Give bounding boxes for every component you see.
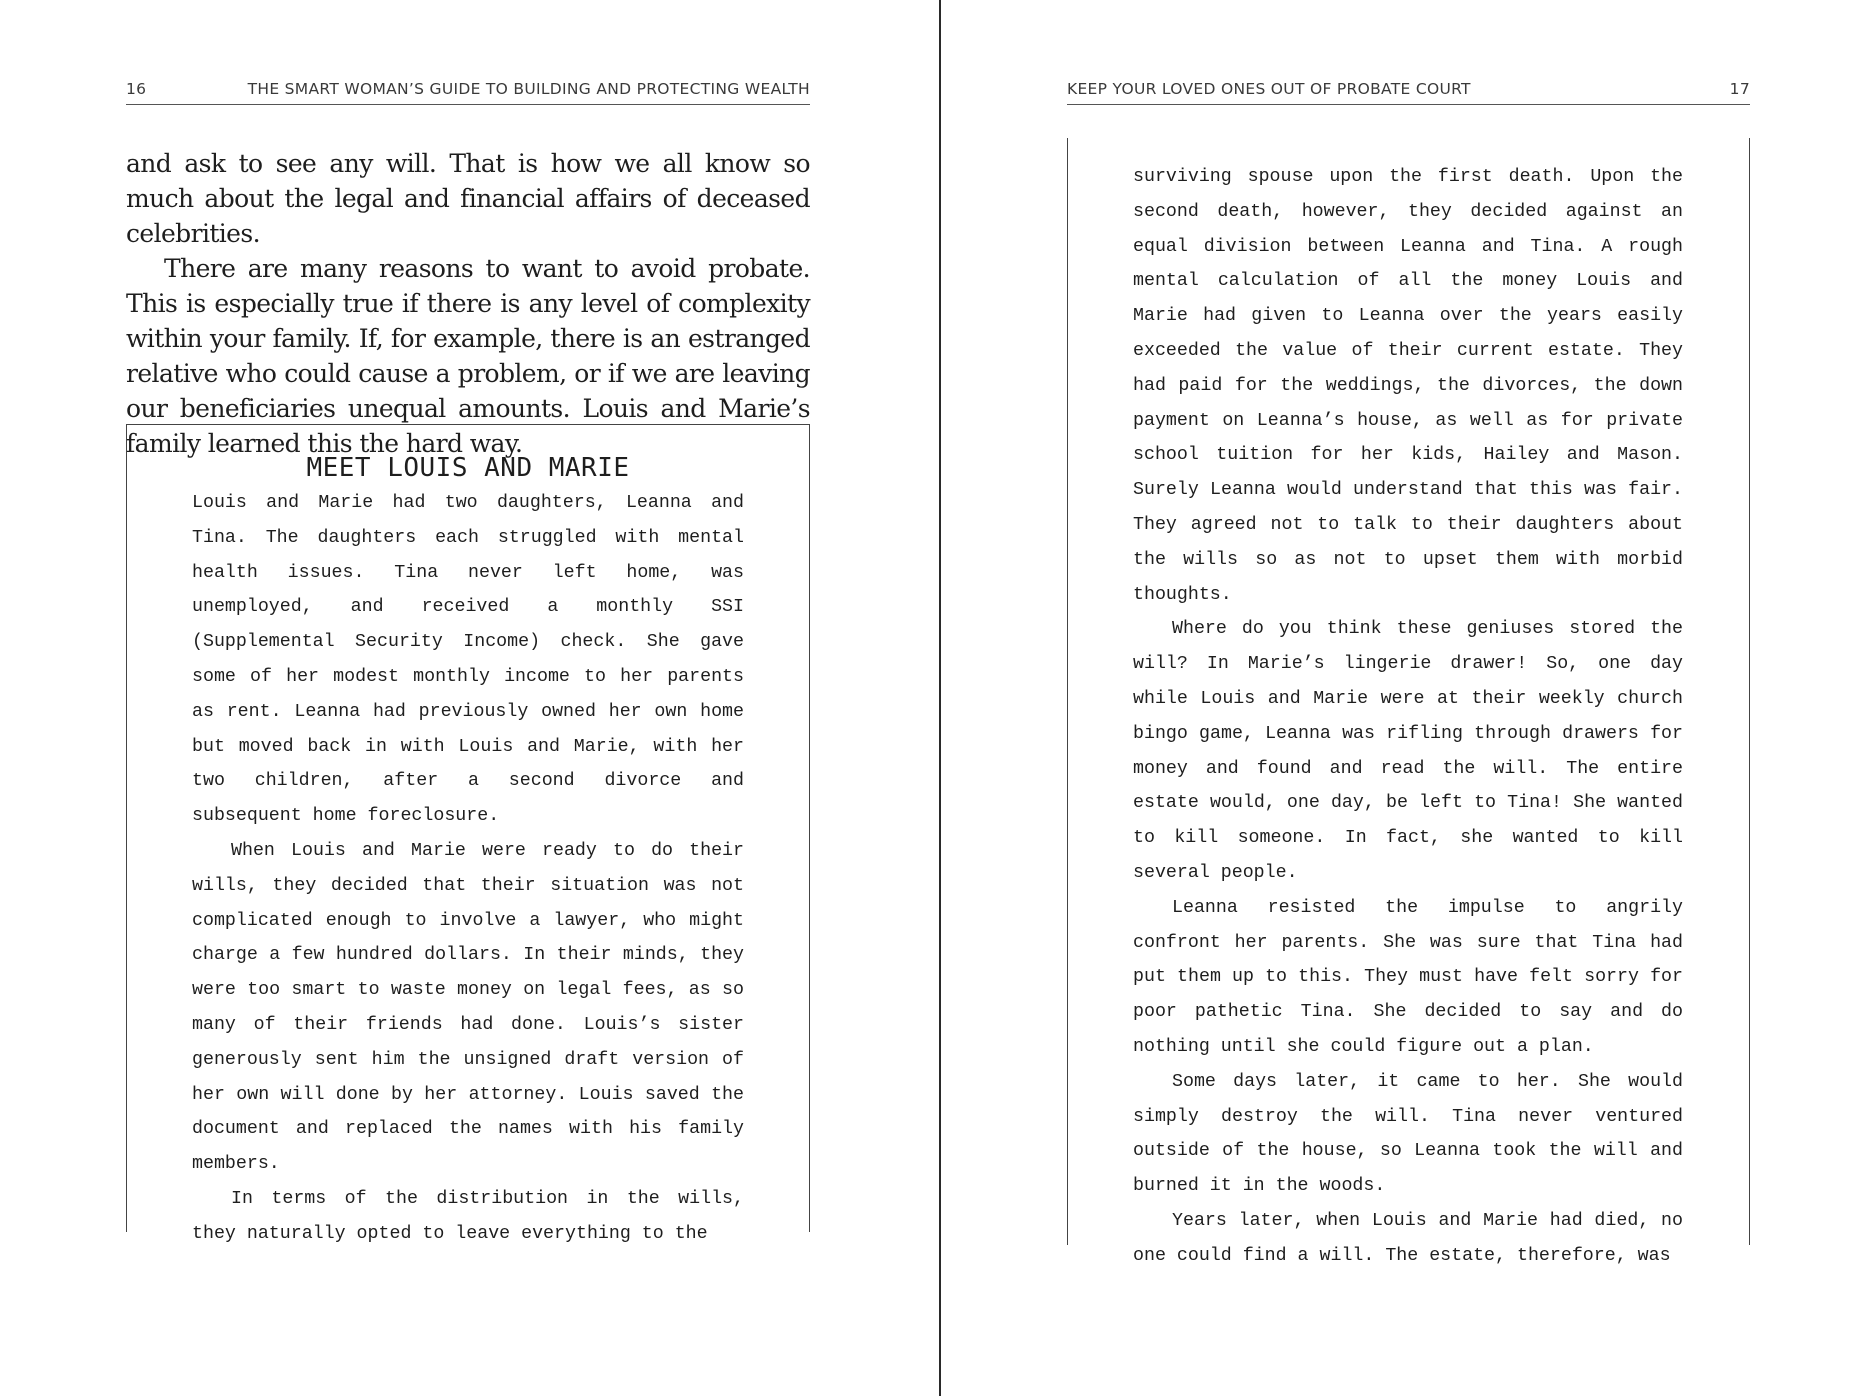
- right-page-number: 17: [1729, 80, 1750, 98]
- left-body-text: [126, 146, 810, 461]
- sidebar-paragraph: Leanna resisted the impulse to angrily confront her parents. She was sure that Tina had put them up to this. They must have felt sorry for poor pathetic Tina. She decided to say and do nothing until she could figure out a plan.: [1133, 897, 1683, 1057]
- sidebar-paragraph: Louis and Marie had two daughters, Leanna and Tina. The daughters each struggled with mental health issues. Tina never left home, was unemployed, and received a monthly SSI (Supplemental Security Income) check. She gave some of her modest monthly income to her parents as rent. Leanna had previously owned her own home but moved back in with Louis and Marie, with her two children, after a second divorce and subsequent home foreclosure.: [192, 493, 744, 827]
- sidebar-box: [126, 424, 810, 1244]
- sidebar-paragraph: When Louis and Marie were ready to do their wills, they decided that their situation was not complicated enough to involve a lawyer, who might charge a few hundred dollars. In their minds, they were too smart to waste money on legal fees, as so many of their friends had done. Louis’s sister generously sent him the unsigned draft version of her own will done by her attorney. Louis saved the document and replaced the names with his family members.: [192, 840, 744, 1175]
- left-running-head: THE SMART WOMAN’S GUIDE TO BUILDING AND PROTECTING WEALTH: [247, 80, 810, 98]
- right-running-head: KEEP YOUR LOVED ONES OUT OF PROBATE COURT: [1067, 80, 1471, 98]
- right-page-header: [1067, 74, 1750, 105]
- left-page-header: [126, 74, 810, 105]
- sidebar-text: [192, 486, 744, 1252]
- sidebar-paragraph: Years later, when Louis and Marie had died, no one could find a will. The estate, therefore, was: [1133, 1210, 1683, 1266]
- sidebar-paragraph: surviving spouse upon the first death. Upon the second death, however, they decided against an equal division between Leanna and Tina. A rough mental calculation of all the money Louis and Marie had given to Leanna over the years easily exceeded the value of their current estate. They had paid for the weddings, the divorces, the down payment on Leanna’s house, as well as for private school tuition for her kids, Hailey and Mason. Surely Leanna would understand that this was fair. They agreed not to talk to their daughters about the wills so as not to upset them with morbid thoughts.: [1133, 167, 1683, 605]
- book-spine: [939, 0, 941, 1396]
- sidebar-paragraph: In terms of the distribution in the wills, they naturally opted to leave everything to the: [192, 1188, 744, 1244]
- body-paragraph: and ask to see any will. That is how we all know so much about the legal and financial affairs of deceased celebrities.: [126, 149, 810, 248]
- left-page-number: 16: [126, 80, 147, 98]
- sidebar-paragraph: Some days later, it came to her. She would simply destroy the will. Tina never ventured outside of the house, so Leanna took the will and burned it in the woods.: [1133, 1071, 1683, 1197]
- sidebar-text: [1133, 160, 1683, 1274]
- body-paragraph: There are many reasons to want to avoid probate. This is especially true if there is any level of complexity within your family. If, for example, there is an estranged relative who could cause a problem, or if we are leaving our beneficiaries unequal amounts. Louis and Marie’s family learned this the hard way.: [126, 254, 810, 458]
- sidebar-title: MEET LOUIS AND MARIE: [306, 453, 630, 483]
- sidebar-paragraph: Where do you think these geniuses stored the will? In Marie’s lingerie drawer! So, one day while Louis and Marie were at their weekly church bingo game, Leanna was rifling through drawers for money and found and read the will. The entire estate would, one day, be left to Tina! She wanted to kill someone. In fact, she wanted to kill several people.: [1133, 619, 1683, 883]
- sidebar-box-continued: [1067, 138, 1750, 1266]
